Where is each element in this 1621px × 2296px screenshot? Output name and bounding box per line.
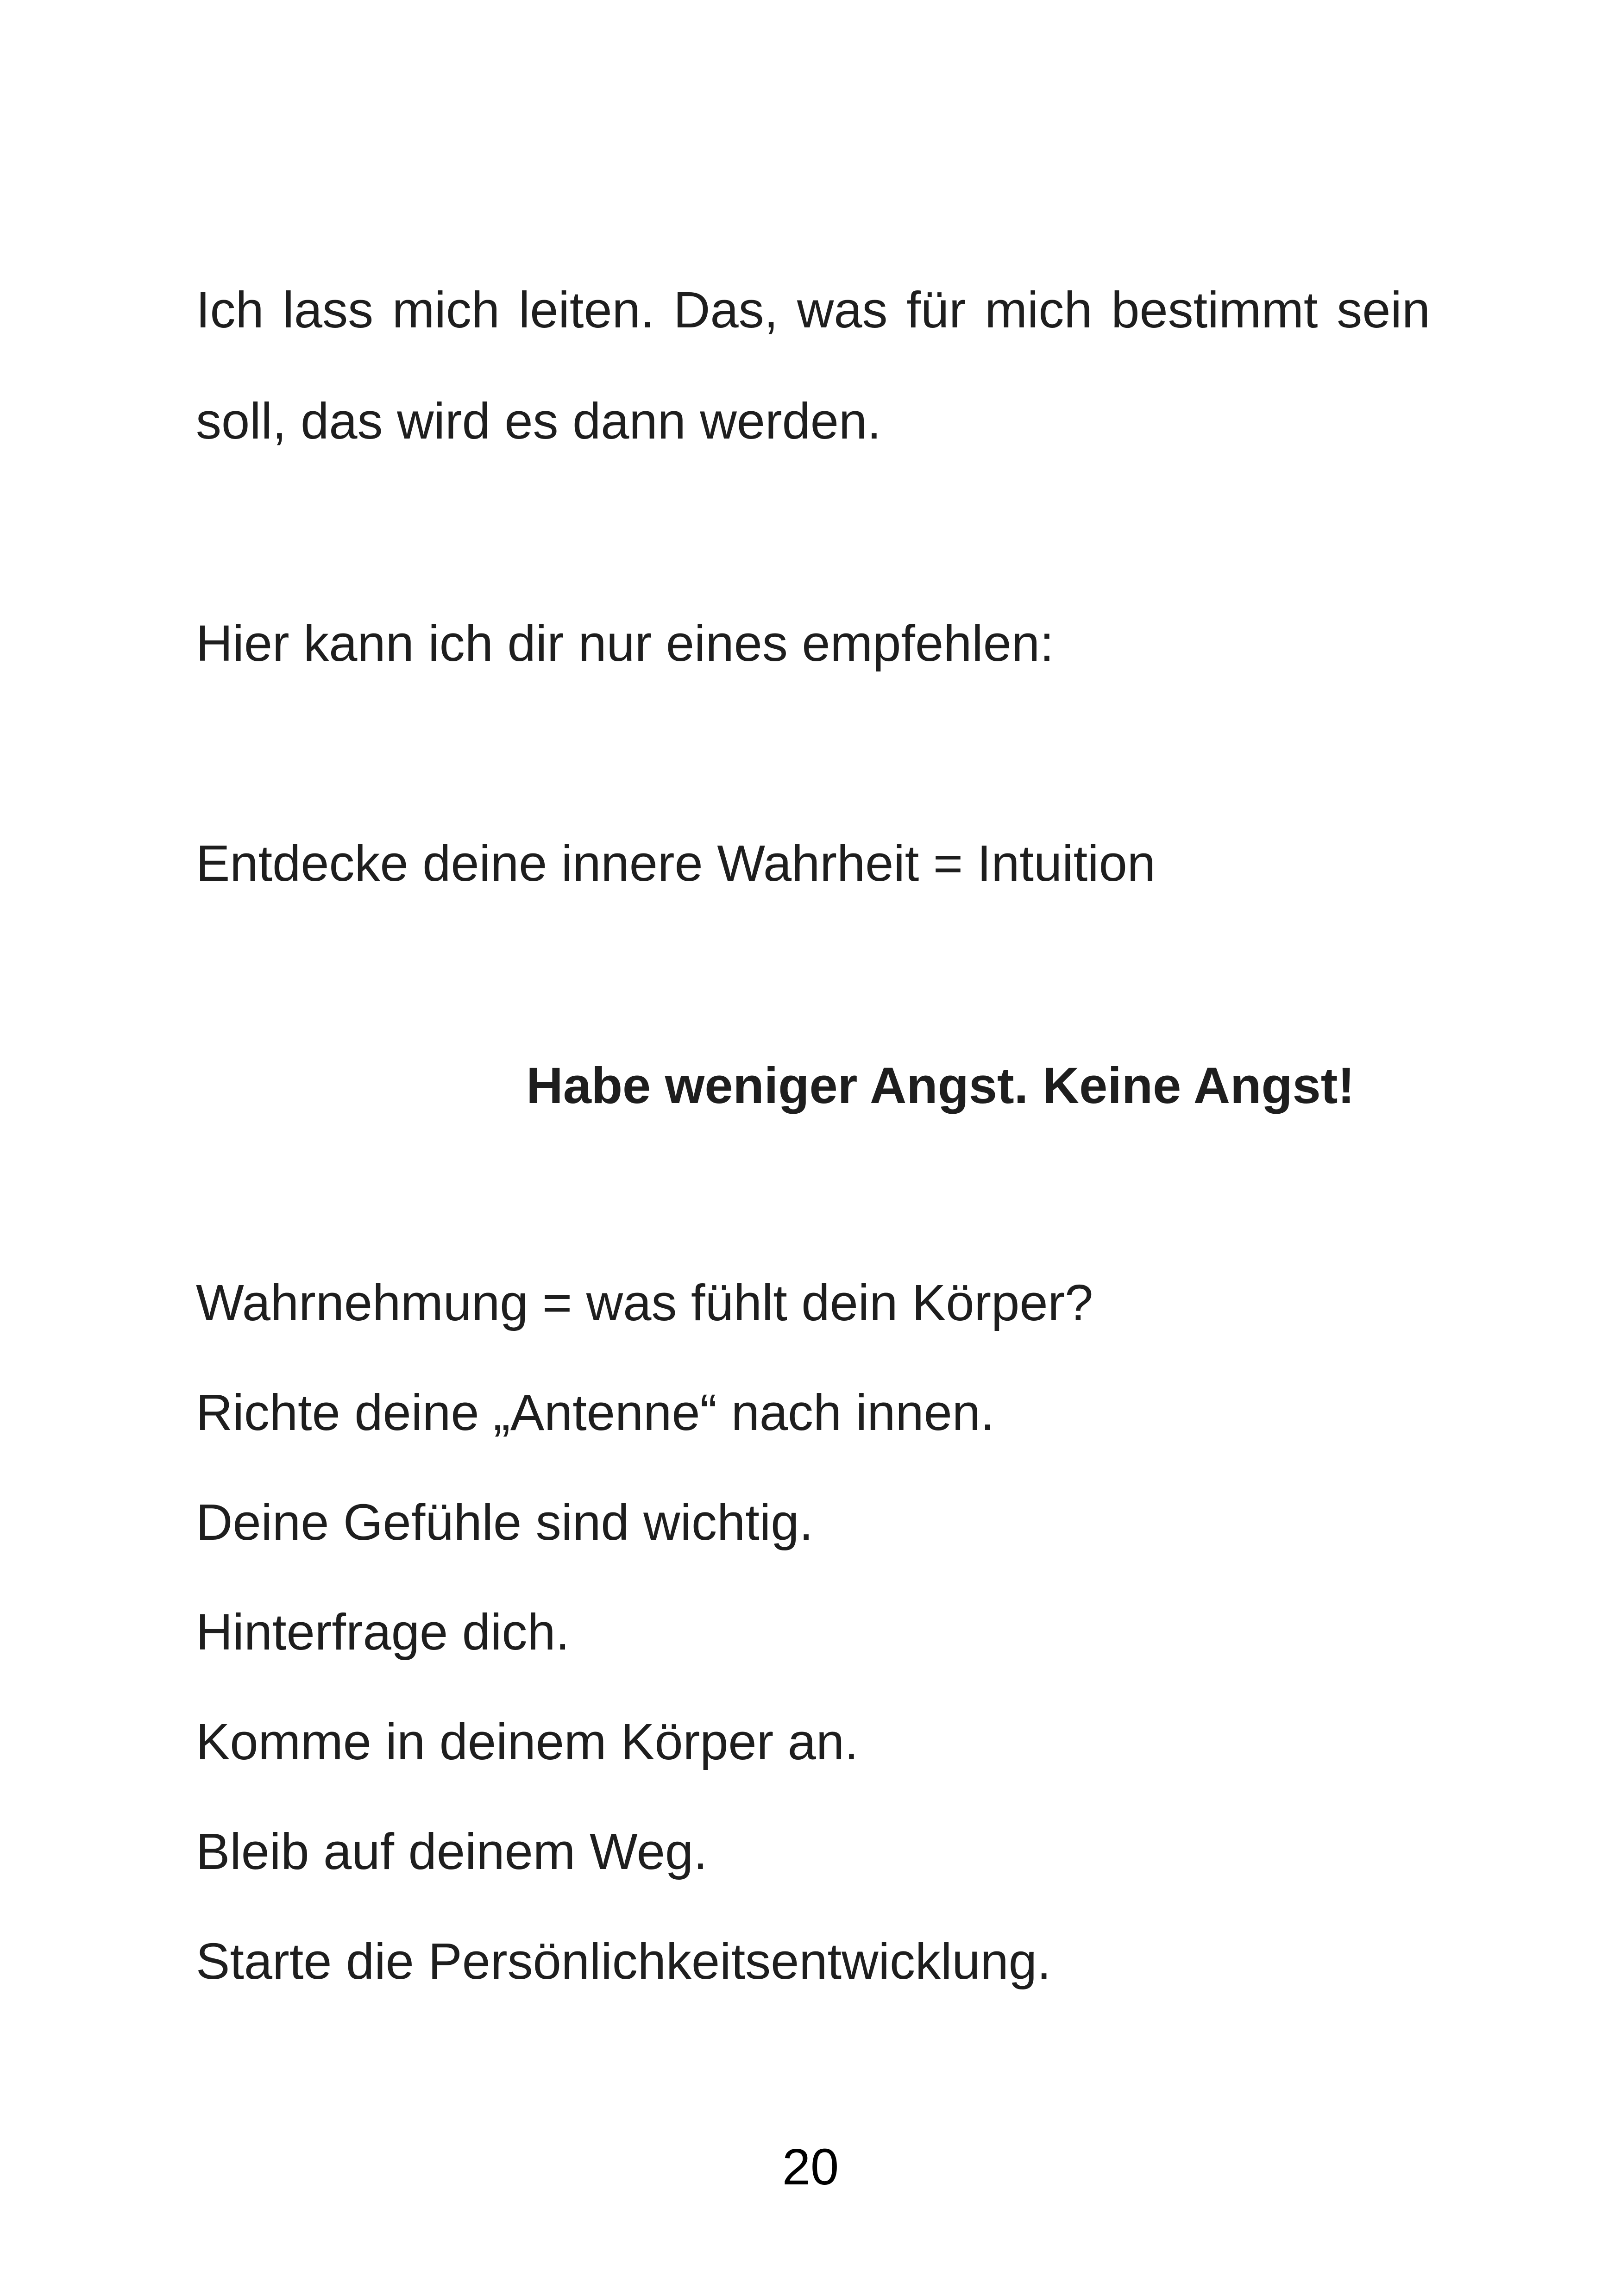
page-number: 20 <box>782 2139 839 2196</box>
bold-heading: Habe weniger Angst. Keine Angst! <box>526 1057 1355 1114</box>
list-item: Wahrnehmung = was fühlt dein Körper? <box>196 1274 1093 1331</box>
advice-list <box>196 1248 1430 2016</box>
list-item: Bleib auf deinem Weg. <box>196 1823 708 1880</box>
list-item: Deine Gefühle sind wichtig. <box>196 1494 813 1551</box>
list-item: Richte deine „Antenne“ nach innen. <box>196 1384 995 1441</box>
list-item: Starte die Persönlichkeitsentwicklung. <box>196 1933 1051 1990</box>
paragraph-leiten: Ich lass mich leiten. Das, was für mich bestimmt sein soll, das wird es dann werden. <box>196 282 1430 450</box>
list-item: Hinterfrage dich. <box>196 1604 570 1661</box>
paragraph-empfehlung: Hier kann ich dir nur eines empfehlen: <box>196 615 1054 672</box>
list-item: Komme in deinem Körper an. <box>196 1713 859 1770</box>
paragraph-intuition: Entdecke deine innere Wahrheit = Intuition <box>196 835 1156 892</box>
